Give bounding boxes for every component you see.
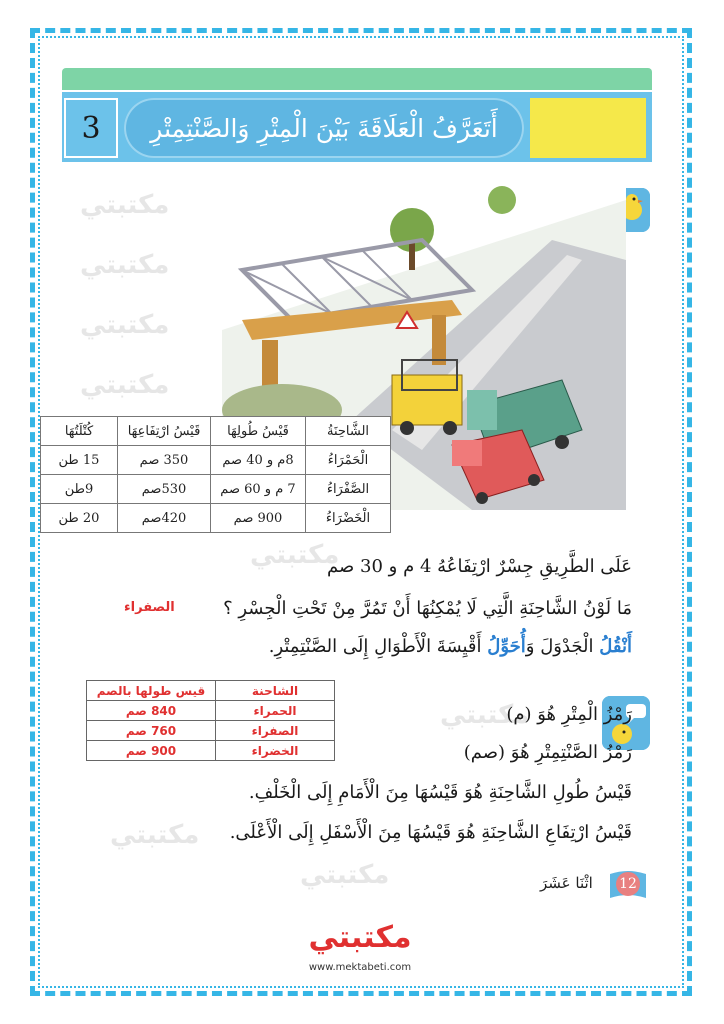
problem-statement: عَلَى الطَّرِيقِ جِسْرٌ ارْتِفَاعُهُ 4 م و 30 صم [327, 556, 632, 577]
table-cell: 760 صم [87, 721, 216, 741]
instruction [269, 636, 632, 657]
watermark: مكتبتي [80, 310, 170, 340]
question: مَا لَوْنُ الشَّاحِنَةِ الَّتِي لَا يُمْكِنُهَا أَنْ تَمُرَّ مِنْ تَحْتِ الْجِسْرِ ؟ [223, 598, 632, 619]
header-yellow-box [530, 98, 646, 158]
page-number: 12 [619, 876, 637, 892]
table-row [41, 475, 391, 504]
table-row [41, 504, 391, 533]
table-cell: 15 طن [41, 446, 118, 475]
instruction-verb: أَنْقُلُ [599, 636, 632, 657]
watermark: مكتبتي [440, 700, 530, 730]
watermark: مكتبتي [250, 540, 340, 570]
watermark: مكتبتي [300, 860, 390, 890]
table-cell: 900 صم [211, 504, 306, 533]
instruction-verb: أُحَوِّلُ [487, 636, 526, 657]
table-cell: 7 م و 60 صم [211, 475, 306, 504]
height-definition: قَيْسُ ارْتِفَاعِ الشَّاحِنَةِ هُوَ قَيْسُهَا مِنَ الْأَسْفَلِ إِلَى الْأَعْلَى. [229, 822, 632, 843]
table-header: كُتْلَتُهَا [41, 417, 118, 446]
length-definition: قَيْسُ طُولِ الشَّاحِنَةِ هُوَ قَيْسُهَا مِنَ الْأَمَامِ إِلَى الْخَلْفِ. [248, 782, 632, 803]
table-cell: 350 صم [118, 446, 211, 475]
table-cell: 900 صم [87, 741, 216, 761]
watermark: مكتبتي [80, 370, 170, 400]
answer-table [86, 680, 335, 761]
watermark: مكتبتي [80, 250, 170, 280]
logo-text: مكتبتي [308, 920, 412, 955]
table-cell: الْخَضْرَاءُ [306, 504, 391, 533]
centimeter-symbol: رَمْزُ الصَّنْتِمِتْرِ هُوَ (صم) [463, 742, 632, 763]
trucks-table [40, 416, 391, 533]
table-cell: 20 طن [41, 504, 118, 533]
instruction-text: أَقْيِسَةَ الْأَطْوَالِ إِلَى الصَّنْتِمِتْرِ. [268, 636, 488, 657]
table-header: الشَّاحِنَةُ [306, 417, 391, 446]
lesson-number: 3 [64, 98, 118, 158]
lesson-title: أَتَعَرَّفُ الْعَلَاقَةَ بَيْنَ الْمِتْرِ وَالصَّنْتِمِتْرِ [124, 98, 524, 158]
table-cell: 840 صم [87, 701, 216, 721]
table-cell: الصفراء [216, 721, 335, 741]
table-header-row [41, 417, 391, 446]
meter-symbol: رَمْزُ الْمِتْرِ هُوَ (م) [506, 704, 632, 725]
table-row [87, 721, 335, 741]
table-row [87, 701, 335, 721]
table-cell: الحمراء [216, 701, 335, 721]
table-cell: 9طن [41, 475, 118, 504]
table-header: قَيْسُ ارْتِفَاعِهَا [118, 417, 211, 446]
table-header: الشاحنة [216, 681, 335, 701]
table-cell: 420صم [118, 504, 211, 533]
table-cell: 8م و 40 صم [211, 446, 306, 475]
footer-logo [270, 920, 450, 978]
watermark: مكتبتي [80, 190, 170, 220]
table-cell: 530صم [118, 475, 211, 504]
instruction-text: الْجَدْوَلَ وَ [525, 636, 600, 657]
table-cell: الصَّفْرَاءُ [306, 475, 391, 504]
answer-text: الصفراء [124, 600, 175, 615]
page-number-word: اثْنَا عَشَرَ [540, 874, 593, 892]
watermark: مكتبتي [110, 820, 200, 850]
table-cell: الْحَمْرَاءُ [306, 446, 391, 475]
table-header-row [87, 681, 335, 701]
logo-url: www.mektabeti.com [308, 962, 412, 973]
table-row [41, 446, 391, 475]
header-green-bar [62, 68, 652, 90]
page-number-badge [608, 866, 648, 902]
table-row [87, 741, 335, 761]
table-header: قَيْسُ طُولِهَا [211, 417, 306, 446]
table-cell: الخضراء [216, 741, 335, 761]
table-header: قيس طولها بالصم [87, 681, 216, 701]
